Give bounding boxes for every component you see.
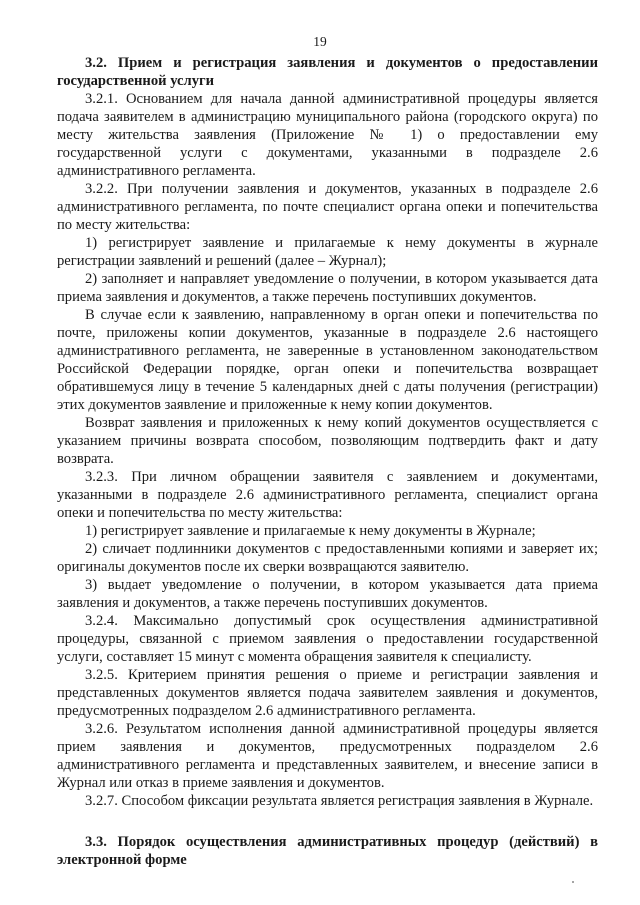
paragraph-3-2-4: 3.2.4. Максимально допустимый срок осуществления административной процедуры, связанной с приемом заявления о предоставлении государственной услуги, составляет 15 минут с момента обращения заявителя к специалисту. xyxy=(57,613,598,665)
scan-speck xyxy=(572,881,574,883)
paragraph-3-2-5: 3.2.5. Критерием принятия решения о приеме и регистрации заявления и представленных документов является подача заявителем заявления и документов, предусмотренных подразделом 2.6 административного регламента. xyxy=(57,667,598,719)
list-item-mail-2: 2) заполняет и направляет уведомление о получении, в котором указывается дата приема заявления и документов, а также перечень поступивших документов. xyxy=(57,271,598,305)
paragraph-3-2-1: 3.2.1. Основанием для начала данной административной процедуры является подача заявителем в администрацию муниципального района (городского округа) по месту жительства заявления (Приложение № 1) о предоставлении ему государственной услуги с документами, указанными в подразделе 2.6 административного регламента. xyxy=(57,91,598,179)
paragraph-3-2-3: 3.2.3. При личном обращении заявителя с заявлением и документами, указанными в подразделе 2.6 административного регламента, специалист органа опеки и попечительства по месту жительства: xyxy=(57,469,598,521)
page-content xyxy=(57,54,598,869)
paragraph-3-2-7: 3.2.7. Способом фиксации результата является регистрация заявления в Журнале. xyxy=(85,793,594,809)
paragraph-3-2-2: 3.2.2. При получении заявления и документов, указанных в подразделе 2.6 административного регламента, по почте специалист органа опеки и попечительства по месту жительства: xyxy=(57,181,598,233)
paragraph-uncertified-copies: В случае если к заявлению, направленному в орган опеки и попечительства по почте, приложены копии документов, указанные в подразделе 2.6 настоящего административного регламента, не заверенные в установленном законодательством Российской Федерации порядке, орган опеки и попечительства возвращает обратившемуся лицу в течение 5 календарных дней с даты получения (регистрации) этих документов заявление и приложенные к нему копии документов. xyxy=(57,307,598,413)
page-number: 19 xyxy=(313,34,327,49)
list-item-personal-1: 1) регистрирует заявление и прилагаемые к нему документы в Журнале; xyxy=(85,523,536,539)
paragraph-3-2-6: 3.2.6. Результатом исполнения данной административной процедуры является прием заявления и документов, предусмотренных подразделом 2.6 административного регламента и представленных заявителем, и внесение записи в Журнал или отказ в приеме заявления и документов. xyxy=(57,721,598,791)
list-item-personal-2: 2) сличает подлинники документов с предоставленными копиями и заверяет их; оригиналы документов после их сверки возвращаются заявителю. xyxy=(57,541,598,575)
section-heading-3-2: 3.2. Прием и регистрация заявления и документов о предоставлении государственной услуги xyxy=(57,55,598,89)
paragraph-return: Возврат заявления и приложенных к нему копий документов осуществляется с указанием причины возврата способом, позволяющим подтвердить факт и дату возврата. xyxy=(57,415,598,467)
section-heading-3-3: 3.3. Порядок осуществления административных процедур (действий) в электронной форме xyxy=(57,834,598,868)
list-item-mail-1: 1) регистрирует заявление и прилагаемые к нему документы в журнале регистрации заявлений и решений (далее – Журнал); xyxy=(57,235,598,269)
list-item-personal-3: 3) выдает уведомление о получении, в котором указывается дата приема заявления и документов, а также перечень поступивших документов. xyxy=(57,577,598,611)
